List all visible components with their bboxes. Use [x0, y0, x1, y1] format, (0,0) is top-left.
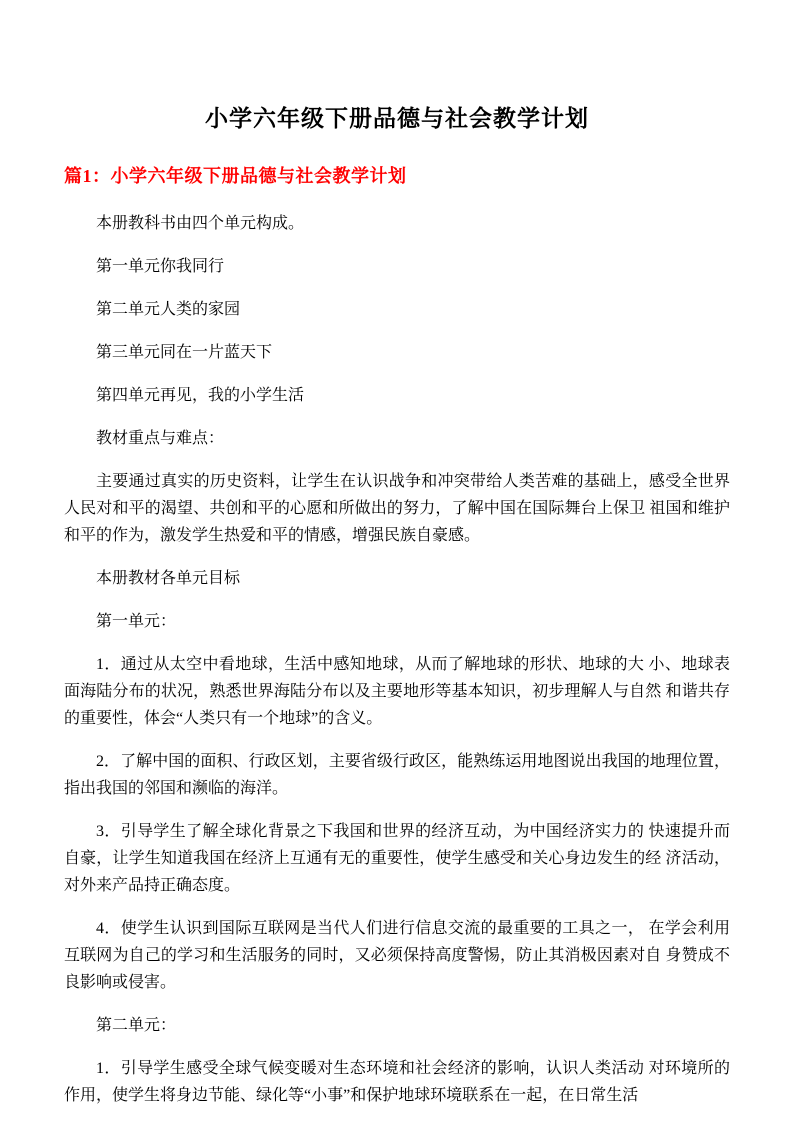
paragraph: 1．引导学生感受全球气候变暖对生态环境和社会经济的影响，认识人类活动 对环境所的作用，使学生将身边节能、绿化等“小事”和保护地球环境联系在一起，在日常生活 — [64, 1060, 730, 1104]
paragraph: 第二单元： — [96, 1017, 177, 1034]
paragraph: 4．使学生认识到国际互联网是当代人们进行信息交流的最重要的工具之一， 在学会利用互联网为自己的学习和生活服务的同时，又必须保持高度警惕，防止其消极因素对自 身赞成不良影响或侵害。 — [64, 920, 730, 991]
document-body — [64, 210, 730, 1109]
section-heading: 篇1：小学六年级下册品德与社会教学计划 — [64, 166, 407, 186]
paragraph: 第三单元同在一片蓝天下 — [96, 344, 273, 361]
paragraph: 本册教材各单元目标 — [96, 570, 241, 587]
paragraph: 1．通过从太空中看地球，生活中感知地球，从而了解地球的形状、地球的大 小、地球表面海陆分布的状况，熟悉世界海陆分布以及主要地形等基本知识，初步理解人与自然 和谐共存的重要性，体会“人类只有一个地球”的含义。 — [64, 656, 730, 727]
paragraph: 3．引导学生了解全球化背景之下我国和世界的经济互动，为中国经济实力的 快速提升而自豪，让学生知道我国在经济上互通有无的重要性，使学生感受和关心身边发生的经 济活动，对外来产品持正确态度。 — [64, 823, 730, 894]
paragraph: 本册教科书由四个单元构成。 — [96, 215, 305, 232]
paragraph: 教材重点与难点： — [96, 430, 225, 447]
paragraph: 第四单元再见，我的小学生活 — [96, 387, 305, 404]
paragraph: 第一单元你我同行 — [96, 258, 225, 275]
paragraph: 2．了解中国的面积、行政区划，主要省级行政区，能熟练运用地图说出我国的地理位置，指出我国的邻国和濒临的海洋。 — [64, 753, 730, 797]
paragraph: 第二单元人类的家园 — [96, 301, 241, 318]
document-title: 小学六年级下册品德与社会教学计划 — [205, 106, 589, 131]
paragraph: 第一单元： — [96, 613, 177, 630]
paragraph: 主要通过真实的历史资料，让学生在认识战争和冲突带给人类苦难的基础上，感受全世界人民对和平的渴望、共创和平的心愿和所做出的努力，了解中国在国际舞台上保卫 祖国和维护和平的作为，激发学生热爱和平的情感，增强民族自豪感。 — [64, 473, 730, 544]
